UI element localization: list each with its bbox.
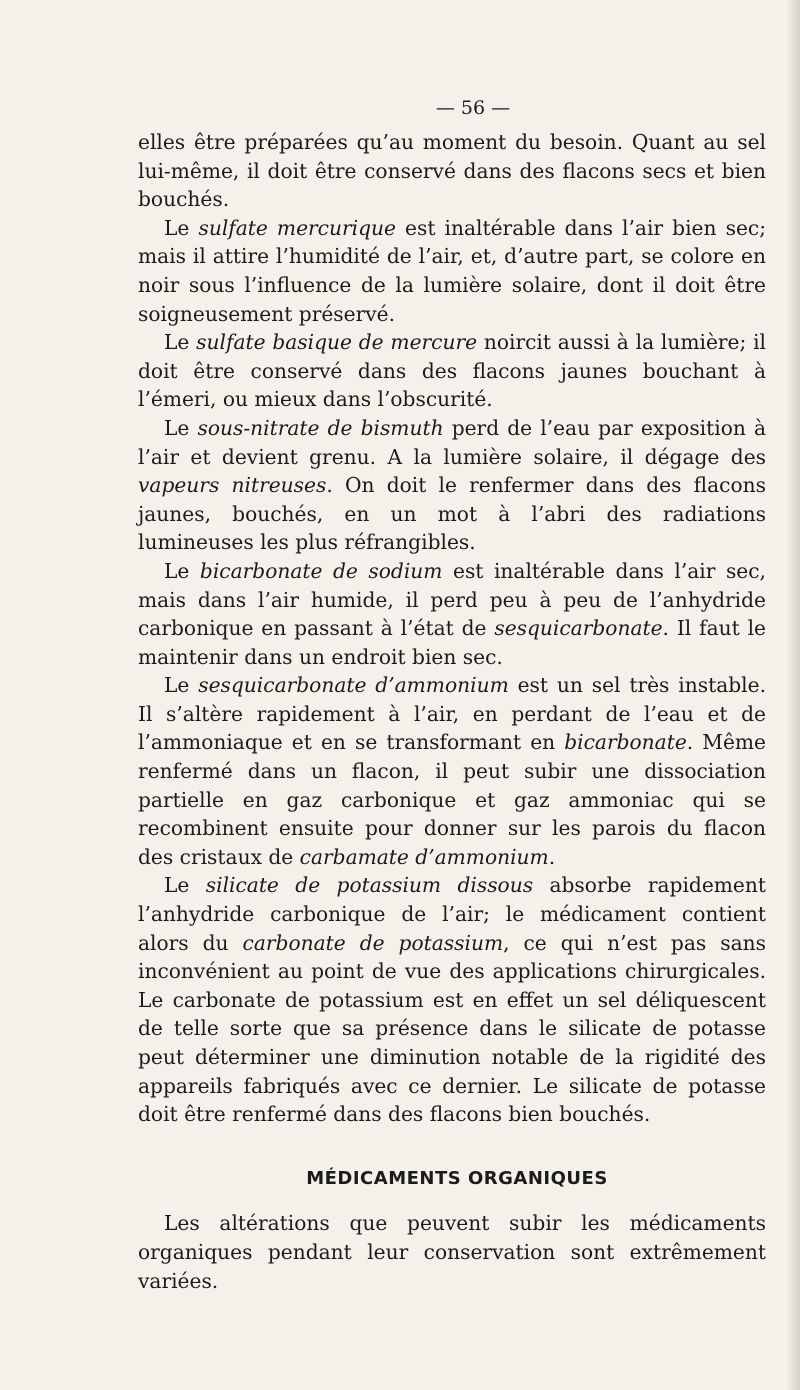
book-page [138, 88, 766, 1295]
body-text [138, 128, 766, 1129]
text-run: Le [164, 673, 199, 698]
text-run: noircit aussi à la lumière; il doit être conservé dans des flacons jaunes bouchant à l’émeri, ou mieux dans l’obscurité. [138, 330, 767, 412]
text-run: est un sel très instable. Il s’altère rapidement à l’air, en perdant de l’eau et de l’ammoniaque et en se transformant en [138, 673, 766, 755]
paragraph [138, 214, 766, 328]
text-run: Les altérations que peuvent subir les médicaments organiques pendant leur conservation sont extrêmement variées. [138, 1211, 766, 1293]
text-run: . Même renfermé dans un flacon, il peut subir une dissociation partielle en gaz carbonique et gaz ammoniac qui se recombinent ensuite pour donner sur les parois du flacon des cristaux de [138, 730, 766, 869]
italic-term: sulfate basique de mercure [196, 330, 478, 355]
paragraph [138, 128, 766, 214]
italic-term: bicarbonate de sodium [199, 558, 443, 583]
paragraph [138, 557, 766, 671]
italic-term: sesquicarbonate [494, 616, 663, 641]
italic-term: sesquicarbonate d’ammonium [198, 673, 509, 698]
text-run: . On doit le renfermer dans des flacons jaunes, bouchés, en un mot à l’abri des radiations lumineuses les plus réfrangibles. [138, 473, 767, 555]
text-run: est inaltérable dans l’air bien sec; mais il attire l’humidité de l’air, et, d’autre part, se colore en noir sous l’influence de la lumière solaire, dont il doit être soigneusement préservé. [138, 215, 766, 326]
text-run: . [548, 844, 556, 869]
italic-term: bicarbonate [564, 730, 687, 755]
italic-term: silicate de potassium dissous [205, 873, 534, 898]
text-run: . Il faut le maintenir dans un endroit bien sec. [138, 616, 766, 669]
italic-term: carbonate de potassium [242, 930, 504, 955]
text-run: perd de l’eau par exposition à l’air et devient grenu. A la lumière solaire, il dégage des [138, 415, 766, 469]
page-edge-shadow [786, 0, 800, 1390]
text-run: Le [164, 558, 200, 583]
section-intro [138, 1209, 766, 1295]
italic-term: carbamate d’ammonium [299, 844, 549, 869]
paragraph [138, 414, 766, 557]
text-run: Le [164, 415, 198, 440]
text-run: est inaltérable dans l’air sec, mais dans l’air humide, il perd peu à peu de l’anhydride carbonique en passant à l’état de [138, 558, 766, 641]
paragraph [138, 328, 766, 414]
italic-term: sulfate mercurique [198, 215, 396, 240]
text-run: Le [164, 215, 199, 240]
italic-term: sous-nitrate de bismuth [197, 415, 444, 440]
paragraph [138, 871, 766, 1128]
paragraph [138, 1209, 766, 1295]
text-run: elles être préparées qu’au moment du besoin. Quant au sel lui-même, il doit être conservé dans des flacons secs et bien bouchés. [138, 130, 766, 212]
paragraph [138, 671, 766, 871]
text-run: Le [164, 873, 206, 898]
italic-term: vapeurs nitreuses [138, 473, 327, 498]
section-heading: MÉDICAMENTS ORGANIQUES [306, 1167, 608, 1189]
page-number: — 56 — [435, 97, 511, 119]
text-run: absorbe rapidement l’anhydride carbonique de l’air; le médicament contient alors du [138, 873, 766, 955]
text-run: Le [164, 330, 197, 355]
text-run: , ce qui n’est pas sans inconvénient au point de vue des applications chirurgicales. Le carbonate de potassium est en effet un sel déliquescent de telle sorte que sa présence dans le silicate de potasse peut déterminer une diminution notable de la rigidité des appareils fabriqués avec ce dernier. Le silicate de potasse doit être renfermé dans des flacons bien bouchés. [138, 930, 766, 1127]
